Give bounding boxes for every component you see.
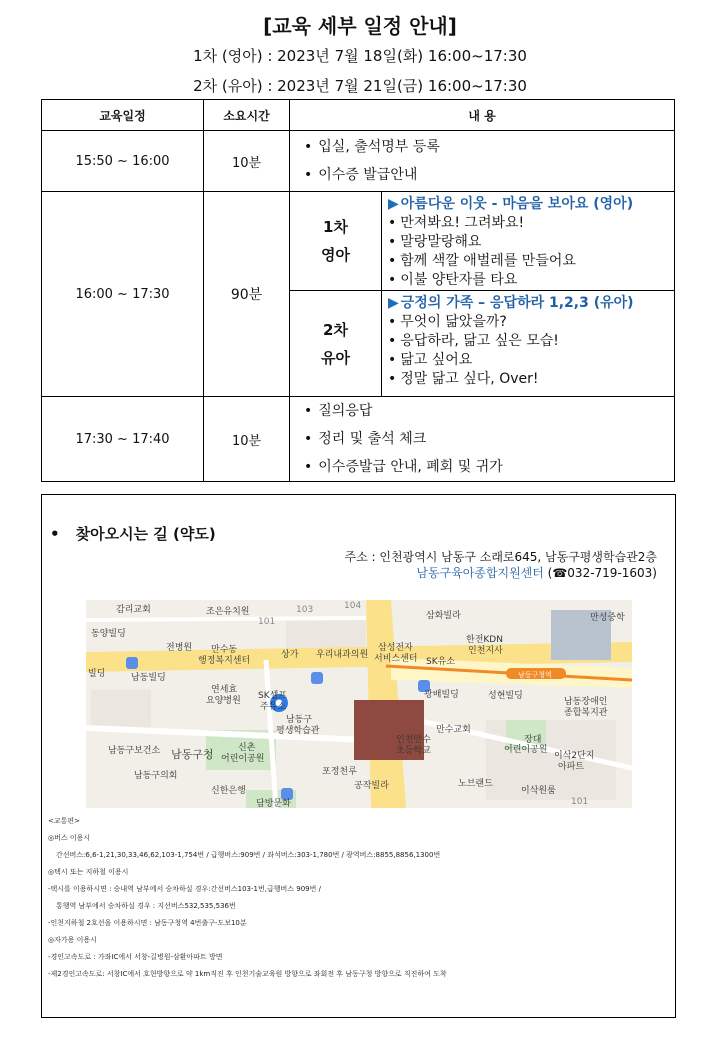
map-label: 서비스센터 bbox=[374, 654, 418, 664]
map-label: 남동구보건소 bbox=[108, 746, 161, 756]
address: 주소 : 인천광역시 남동구 소래로645, 남동구평생학습관2층 bbox=[344, 550, 657, 564]
transport-line: ◎자가용 이용시 bbox=[48, 936, 97, 944]
row2-time: 16:00 ~ 17:30 bbox=[42, 192, 204, 397]
list-item: • 만져봐요! 그려봐요! bbox=[388, 214, 674, 233]
map-label: 요양병원 bbox=[206, 696, 241, 706]
map-label: 감리교회 bbox=[116, 605, 151, 615]
map-label: 남동구청 bbox=[171, 748, 214, 761]
map-label: 광배빌딩 bbox=[424, 690, 459, 700]
map-label: SK유소 bbox=[426, 657, 456, 667]
map-label: 어린이공원 bbox=[221, 754, 265, 764]
transport-line: 통행역 남부에서 승차하실 경우 : 지선버스532,535,536번 bbox=[56, 902, 236, 910]
group-2-label bbox=[290, 291, 382, 397]
group-2-program bbox=[382, 291, 675, 397]
map-label: 만성중학 bbox=[590, 613, 625, 623]
map-label: 포정천루 bbox=[322, 767, 357, 777]
map-label: 삼성전자 bbox=[378, 643, 413, 653]
transport-line: ◎버스 이용시 bbox=[48, 834, 91, 842]
map-label: 한전KDN bbox=[466, 635, 503, 645]
map-label: 신한은행 bbox=[211, 786, 246, 796]
map-label: 신촌 bbox=[238, 743, 256, 753]
directions-title bbox=[50, 523, 216, 544]
list-item: • 정리 및 출석 체크 bbox=[304, 425, 674, 453]
bus-stop-icon bbox=[311, 672, 323, 684]
directions-box bbox=[41, 494, 676, 1018]
group-1-number: 1차 bbox=[323, 218, 348, 236]
header-content: 내 용 bbox=[290, 100, 675, 131]
row1-time: 15:50 ~ 16:00 bbox=[42, 131, 204, 192]
location-map bbox=[86, 600, 632, 808]
triangle-right-icon: ▶ bbox=[388, 295, 399, 311]
map-label: 조은유치원 bbox=[206, 607, 250, 617]
list-item: • 응답하라, 닮고 싶은 모습! bbox=[388, 332, 674, 351]
map-label: 우리내과의원 bbox=[316, 650, 369, 660]
schedule-table bbox=[41, 99, 675, 482]
group-2-number: 2차 bbox=[323, 320, 348, 339]
map-label: 이삭2단지 bbox=[554, 751, 595, 761]
map-label: 삼화빌라 bbox=[426, 611, 461, 621]
phone-number: (☎032-719-1603) bbox=[547, 566, 657, 580]
table-row bbox=[42, 397, 675, 482]
address-block bbox=[345, 549, 658, 581]
transport-line: -제2경인고속도로: 서창IC에서 호현방향으로 약 1km직진 후 인천기술교육원 방향으로 좌회전 후 남동구청 방향으로 직진하여 도착 bbox=[48, 970, 447, 978]
group-2-age: 유아 bbox=[321, 348, 350, 367]
map-label: 연세효 bbox=[211, 685, 238, 695]
center-name: 남동구육아종합지원센터 bbox=[416, 566, 544, 580]
map-label: SK셀프 bbox=[258, 691, 288, 701]
list-item: • 정말 닮고 싶다, Over! bbox=[388, 370, 674, 389]
map-label: 장대 bbox=[524, 735, 542, 745]
group-2-heading: 긍정의 가족 – 응답하라 1,2,3 (유아) bbox=[400, 295, 634, 311]
row1-duration: 10분 bbox=[204, 131, 290, 192]
transport-line: -택시를 이용하시면 : 승내역 남부에서 승차하실 경우:간선버스103-1번,급행버스 909번 / bbox=[48, 885, 321, 893]
map-label: 인천만수 bbox=[396, 735, 431, 745]
list-item: • 이수증발급 안내, 폐회 및 귀가 bbox=[304, 453, 674, 481]
map-label: 종합복지관 bbox=[564, 708, 608, 718]
map-label: 이삭원룸 bbox=[521, 786, 556, 796]
directions-title-text: 찾아오시는 길 (약도) bbox=[75, 525, 216, 543]
table-header-row bbox=[42, 100, 675, 131]
transport-line: <교통편> bbox=[48, 817, 81, 825]
map-label: 남동구 bbox=[286, 715, 313, 725]
list-item: • 질의응답 bbox=[304, 397, 674, 425]
bus-stop-icon bbox=[126, 657, 138, 669]
list-item: • 닮고 싶어요 bbox=[388, 351, 674, 370]
triangle-right-icon: ▶ bbox=[388, 196, 399, 212]
group-1-program bbox=[382, 192, 675, 291]
group-1-heading: 아름다운 이웃 - 마음을 보아요 (영아) bbox=[400, 196, 634, 212]
session-2-date: 2차 (유아) : 2023년 7월 21일(금) 16:00~17:30 bbox=[193, 77, 527, 95]
group-1-age: 영아 bbox=[321, 246, 350, 264]
list-item: • 이불 양탄자를 타요 bbox=[388, 271, 674, 290]
map-label: 초등학교 bbox=[396, 746, 431, 756]
map-label: 아파트 bbox=[558, 762, 585, 772]
list-item: • 함께 색깔 애벌레를 만들어요 bbox=[388, 252, 674, 271]
map-label: 전병원 bbox=[166, 643, 193, 653]
transport-line: -경인고속도로 : 가좌IC에서 서창-길병원-삼환아파트 방면 bbox=[48, 953, 223, 961]
map-label: 인천지사 bbox=[468, 646, 503, 656]
row3-content bbox=[290, 397, 675, 482]
road-number: 104 bbox=[344, 601, 362, 611]
list-item: • 입실, 출석명부 등록 bbox=[304, 133, 674, 161]
road-number: 101 bbox=[258, 617, 276, 627]
row1-content bbox=[290, 131, 675, 192]
map-label: 행정복지센터 bbox=[198, 656, 251, 666]
map-label: 만수교회 bbox=[436, 725, 471, 735]
session-1-date: 1차 (영아) : 2023년 7월 18일(화) 16:00~17:30 bbox=[193, 47, 527, 65]
map-label: 동양빌딩 bbox=[91, 629, 126, 639]
transport-line: -인천지하철 2호선을 이용하시면 : 남동구청역 4번출구-도보10분 bbox=[48, 919, 247, 927]
map-label: 빌딩 bbox=[88, 669, 106, 679]
transport-line: ◎택시 또는 지하철 이용시 bbox=[48, 868, 129, 876]
group-1-label bbox=[290, 192, 382, 291]
table-row bbox=[42, 131, 675, 192]
map-label: 주유소 bbox=[260, 702, 287, 712]
table-row bbox=[42, 192, 675, 291]
map-label: 담방문화 bbox=[256, 799, 291, 808]
map-label: 상가 bbox=[281, 650, 299, 660]
transport-line: 간선버스:6,6-1,21,30,33,46,62,103-1,754번 / 급행버스:909번 / 좌석버스:303-1,780번 / 광역버스:8855,8856,1300번 bbox=[56, 851, 441, 859]
bullet: • bbox=[50, 525, 60, 543]
map-label: 남동장애인 bbox=[564, 697, 608, 707]
map-label: 남동빌딩 bbox=[131, 673, 166, 683]
station-label: 남동구청역 bbox=[518, 671, 552, 679]
map-label: 성현빌딩 bbox=[488, 691, 523, 701]
list-item: • 말랑말랑해요 bbox=[388, 233, 674, 252]
road-number: 101 bbox=[571, 797, 589, 807]
road-number: 103 bbox=[296, 605, 314, 615]
header-schedule: 교육일정 bbox=[42, 100, 204, 131]
map-label: 평생학습관 bbox=[276, 726, 320, 736]
header-duration: 소요시간 bbox=[204, 100, 290, 131]
map-label: 노브랜드 bbox=[458, 779, 493, 789]
map-label: 어린이공원 bbox=[504, 745, 548, 755]
row3-time: 17:30 ~ 17:40 bbox=[42, 397, 204, 482]
transport-info bbox=[48, 815, 668, 985]
map-label: 공작빌라 bbox=[354, 781, 389, 791]
map-label: 남동구의회 bbox=[134, 771, 178, 781]
list-item: • 이수증 발급안내 bbox=[304, 161, 674, 189]
map-label: 만수동 bbox=[211, 645, 238, 655]
row3-duration: 10분 bbox=[204, 397, 290, 482]
list-item: • 무엇이 닮았을까? bbox=[388, 313, 674, 332]
map-svg bbox=[86, 600, 632, 808]
page-title: [교육 세부 일정 안내] bbox=[263, 14, 457, 38]
row2-duration: 90분 bbox=[204, 192, 290, 397]
